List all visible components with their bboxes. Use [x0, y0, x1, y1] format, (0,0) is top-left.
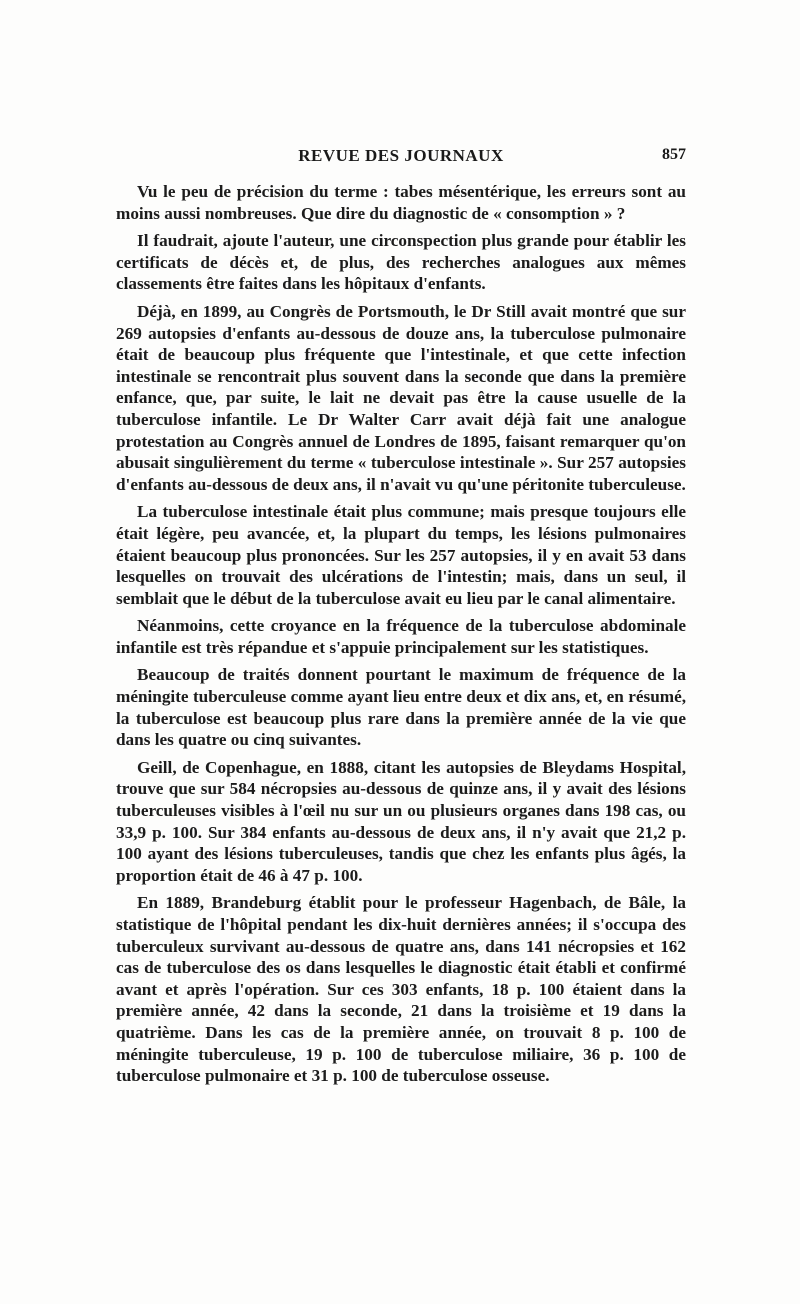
page-header: [116, 146, 686, 170]
paragraph-5: Néanmoins, cette croyance en la fréquence de la tuberculose abdominale infantile est très répandue et s'appuie principalement sur les statistiques.: [116, 616, 686, 657]
paragraph-3: Déjà, en 1899, au Congrès de Portsmouth, le Dr Still avait montré que sur 269 autopsies d'enfants au-dessous de douze ans, la tuberculose pulmonaire était de beaucoup plus fréquente que l'intestinale, et que cette infection intestinale se rencontrait plus souvent dans la seconde que dans la première enfance, que, par suite, le lait ne devait pas être la cause usuelle de la tuberculose infantile. Le Dr Walter Carr avait déjà fait une analogue protestation au Congrès annuel de Londres de 1895, faisant remarquer qu'on abusait singulièrement du terme « tuberculose intestinale ». Sur 257 autopsies d'enfants au-dessous de deux ans, il n'avait vu qu'une péritonite tuberculeuse.: [116, 301, 686, 494]
running-title: REVUE DES JOURNAUX: [298, 146, 504, 165]
paragraph-2: Il faudrait, ajoute l'auteur, une circonspection plus grande pour établir les certificats de décès et, de plus, des recherches analogues aux mêmes classements être faites dans les hôpitaux d'enfants.: [116, 231, 686, 294]
body-text: [116, 181, 686, 1093]
paragraph-8: En 1889, Brandeburg établit pour le professeur Hagenbach, de Bâle, la statistique de l'hôpital pendant les dix-huit dernières années; il s'occupa des tuberculeux survivant au-dessous de quatre ans, dans 141 nécropsies et 162 cas de tuberculose des os dans lesquelles le diagnostic était établi et confirmé avant et après l'opération. Sur ces 303 enfants, 18 p. 100 étaient dans la première année, 42 dans la seconde, 21 dans la troisième et 19 dans la quatrième. Dans les cas de la première année, on trouvait 8 p. 100 de méningite tuberculeuse, 19 p. 100 de tuberculose miliaire, 36 p. 100 de tuberculose pulmonaire et 31 p. 100 de tuberculose osseuse.: [116, 893, 686, 1086]
paragraph-6: Beaucoup de traités donnent pourtant le maximum de fréquence de la méningite tuberculeuse comme ayant lieu entre deux et dix ans, et, en résumé, la tuberculose est beaucoup plus rare dans la première année de la vie que dans les quatre ou cinq suivantes.: [116, 665, 686, 750]
paragraph-1: Vu le peu de précision du terme : tabes mésentérique, les erreurs sont au moins aussi nombreuses. Que dire du diagnostic de « consomption » ?: [116, 182, 686, 223]
page-number: 857: [662, 146, 686, 163]
paragraph-4: La tuberculose intestinale était plus commune; mais presque toujours elle était légère, peu avancée, et, la plupart du temps, les lésions pulmonaires étaient beaucoup plus prononcées. Sur les 257 autopsies, il y en avait 53 dans lesquelles on trouvait des ulcérations de l'intestin; mais, dans un seul, il semblait que le début de la tuberculose avait eu lieu par le canal alimentaire.: [116, 502, 686, 608]
paragraph-7: Geill, de Copenhague, en 1888, citant les autopsies de Bleydams Hospital, trouve que sur 584 nécropsies au-dessous de quinze ans, il y avait des lésions tuberculeuses visibles à l'œil nu sur un ou plusieurs organes dans 198 cas, ou 33,9 p. 100. Sur 384 enfants au-dessous de deux ans, il n'y avait que 21,2 p. 100 ayant des lésions tuberculeuses, tandis que chez les enfants plus âgés, la proportion était de 46 à 47 p. 100.: [116, 757, 686, 885]
